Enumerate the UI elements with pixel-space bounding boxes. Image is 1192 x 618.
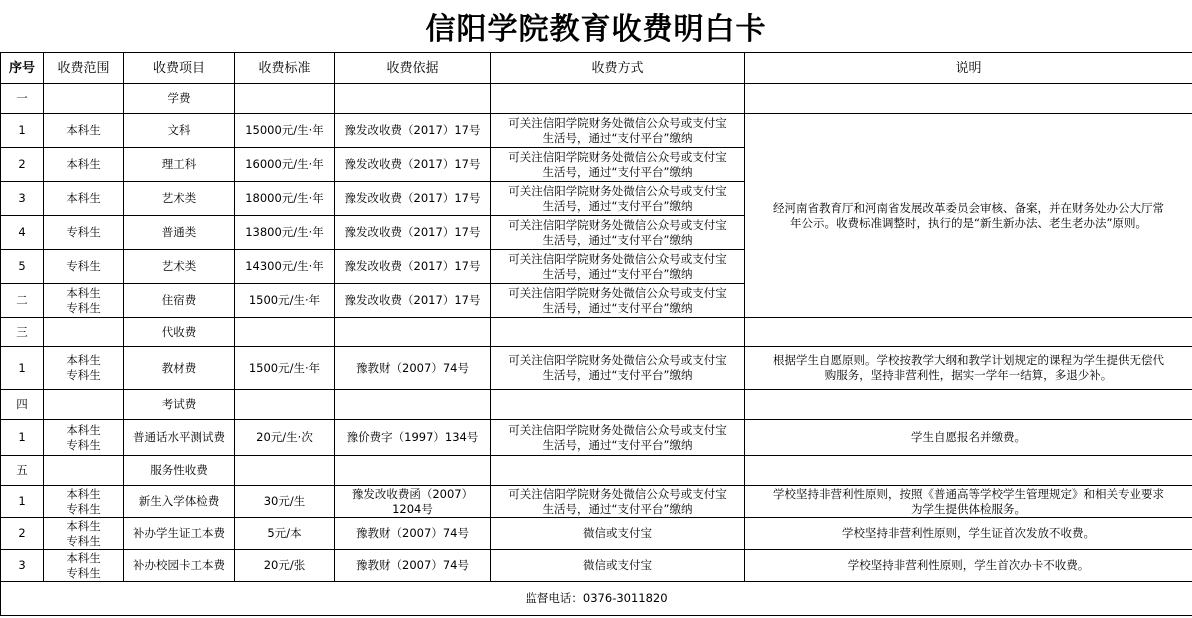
row-standard: 14300元/生·年 [235,250,335,284]
row-no: 4 [1,216,44,250]
page-title: 信阳学院教育收费明白卡 [425,12,767,47]
row-item: 补办校园卡工本费 [124,550,235,582]
row-explain: 根据学生自愿原则。学校按教学大纲和教学计划规定的课程为学生提供无偿代 购服务，坚持非营利性，据实一学年一结算，多退少补。 [745,347,1192,390]
row-method: 可关注信阳学院财务处微信公众号或支付宝 生活号，通过“支付平台”缴纳 [491,486,745,518]
row-item: 普通类 [124,216,235,250]
row-basis: 豫教财（2007）74号 [335,550,491,582]
section-row-service [1,456,1192,486]
row-item: 理工科 [124,148,235,182]
row-no: 1 [1,486,44,518]
row-basis: 豫发改收费（2017）17号 [335,148,491,182]
row-standard: 20元/张 [235,550,335,582]
table-row [1,114,1192,148]
header-standard: 收费标准 [235,53,335,84]
row-method: 微信或支付宝 [491,550,745,582]
row-explain: 学校坚持非营利性原则，按照《普通高等学校学生管理规定》和相关专业要求 为学生提供体检服务。 [745,486,1192,518]
row-standard: 1500元/生·年 [235,347,335,390]
section-row-exam [1,390,1192,420]
table-row [1,486,1192,518]
section-title: 住宿费 [124,284,235,318]
row-method: 可关注信阳学院财务处微信公众号或支付宝 生活号，通过“支付平台”缴纳 [491,148,745,182]
section-no: 四 [1,390,44,420]
row-explain: 学生自愿报名并缴费。 [745,420,1192,456]
table-row [1,347,1192,390]
row-explain: 学校坚持非营利性原则，学生证首次发放不收费。 [745,518,1192,550]
row-basis: 豫教财（2007）74号 [335,347,491,390]
row-no: 3 [1,550,44,582]
row-item: 教材费 [124,347,235,390]
table-row [1,550,1192,582]
header-basis: 收费依据 [335,53,491,84]
fee-table [0,52,1192,616]
row-basis: 豫发改收费（2017）17号 [335,216,491,250]
row-no: 1 [1,347,44,390]
row-method: 可关注信阳学院财务处微信公众号或支付宝 生活号，通过“支付平台”缴纳 [491,216,745,250]
table-row [1,518,1192,550]
row-scope: 本科生 专科生 [44,284,124,318]
row-no: 2 [1,148,44,182]
section-title: 代收费 [124,318,235,347]
row-explain: 学校坚持非营利性原则，学生首次办卡不收费。 [745,550,1192,582]
row-explain: 经河南省教育厅和河南省发展改革委员会审核、备案，并在财务处办公大厅常 年公示。收费标准调整时，执行的是“新生新办法、老生老办法”原则。 [745,114,1192,318]
row-basis: 豫发改收费（2017）17号 [335,114,491,148]
table-row [1,420,1192,456]
row-scope: 本科生 专科生 [44,518,124,550]
section-row-tuition [1,84,1192,114]
row-scope: 本科生 专科生 [44,420,124,456]
header-scope: 收费范围 [44,53,124,84]
row-method: 微信或支付宝 [491,518,745,550]
header-no: 序号 [1,53,44,84]
row-no: 1 [1,114,44,148]
row-basis: 豫教财（2007）74号 [335,518,491,550]
header-item: 收费项目 [124,53,235,84]
row-standard: 13800元/生·年 [235,216,335,250]
row-standard: 20元/生·次 [235,420,335,456]
row-method: 可关注信阳学院财务处微信公众号或支付宝 生活号，通过“支付平台”缴纳 [491,347,745,390]
supervision-hotline: 监督电话：0376-3011820 [1,582,1192,616]
section-no: 一 [1,84,44,114]
row-no: 3 [1,182,44,216]
section-no: 五 [1,456,44,486]
row-scope: 本科生 专科生 [44,486,124,518]
row-no: 1 [1,420,44,456]
row-item: 普通话水平测试费 [124,420,235,456]
row-method: 可关注信阳学院财务处微信公众号或支付宝 生活号，通过“支付平台”缴纳 [491,420,745,456]
row-no: 2 [1,518,44,550]
row-no: 5 [1,250,44,284]
row-basis: 豫发改收费函（2007） 1204号 [335,486,491,518]
section-title: 考试费 [124,390,235,420]
header-row [1,53,1192,84]
section-title: 服务性收费 [124,456,235,486]
row-scope: 专科生 [44,216,124,250]
row-scope: 本科生 专科生 [44,550,124,582]
header-method: 收费方式 [491,53,745,84]
section-no: 二 [1,284,44,318]
row-item: 艺术类 [124,250,235,284]
row-method: 可关注信阳学院财务处微信公众号或支付宝 生活号，通过“支付平台”缴纳 [491,250,745,284]
section-no: 三 [1,318,44,347]
row-standard: 30元/生 [235,486,335,518]
section-row-agency [1,318,1192,347]
row-standard: 18000元/生·年 [235,182,335,216]
footer-row [1,582,1192,616]
header-explain: 说明 [745,53,1192,84]
row-basis: 豫发改收费（2017）17号 [335,284,491,318]
row-basis: 豫价费字（1997）134号 [335,420,491,456]
row-scope: 本科生 专科生 [44,347,124,390]
row-item: 文科 [124,114,235,148]
row-standard: 16000元/生·年 [235,148,335,182]
row-basis: 豫发改收费（2017）17号 [335,250,491,284]
row-item: 艺术类 [124,182,235,216]
row-item: 新生入学体检费 [124,486,235,518]
section-title: 学费 [124,84,235,114]
row-method: 可关注信阳学院财务处微信公众号或支付宝 生活号，通过“支付平台”缴纳 [491,182,745,216]
row-method: 可关注信阳学院财务处微信公众号或支付宝 生活号，通过“支付平台”缴纳 [491,114,745,148]
row-standard: 1500元/生·年 [235,284,335,318]
row-standard: 15000元/生·年 [235,114,335,148]
row-item: 补办学生证工本费 [124,518,235,550]
row-standard: 5元/本 [235,518,335,550]
row-method: 可关注信阳学院财务处微信公众号或支付宝 生活号，通过“支付平台”缴纳 [491,284,745,318]
row-scope: 本科生 [44,148,124,182]
row-scope: 本科生 [44,182,124,216]
row-scope: 本科生 [44,114,124,148]
row-scope: 专科生 [44,250,124,284]
row-basis: 豫发改收费（2017）17号 [335,182,491,216]
